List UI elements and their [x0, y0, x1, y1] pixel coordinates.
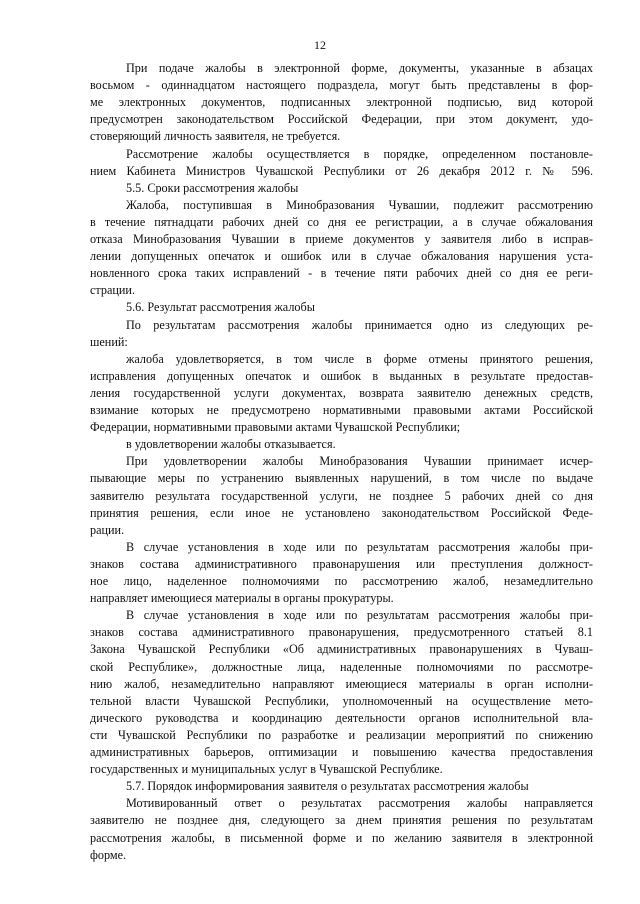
text-line: рации. — [90, 522, 125, 537]
text-line: знаков состава административного правонарушения или преступления должност- — [90, 556, 593, 571]
text-line: в удовлетворении жалобы отказывается. — [126, 437, 336, 452]
text-line: 5.6. Результат рассмотрения жалобы — [126, 300, 315, 315]
text-line: шений: — [90, 334, 128, 349]
text-line: При подаче жалобы в электронной форме, документы, указанные в абзацах — [126, 61, 593, 75]
text-line: При удовлетворении жалобы Минобразования Чувашии принимает исчер- — [126, 454, 593, 469]
text-line: исправления допущенных опечаток и ошибок в выданных в результате предостав- — [90, 368, 593, 383]
text-line: ской Республике», должностные лица, наделенные полномочиями по рассмотре- — [90, 659, 593, 674]
text-line: ления государственной услуги документах, возврата заявителю денежных средств, — [90, 385, 593, 400]
text-line: знаков состава административного правонарушения, предусмотренного статьей 8.1 — [90, 625, 593, 640]
text-line: ме электронных документов, подписанных электронной подписью, вид которой — [90, 95, 593, 110]
text-line: тельной власти Чувашской Республики, уполномоченный на осуществление мето- — [90, 693, 593, 708]
text-line: предусмотрен законодательством Российской Федерации, при этом документ, удо- — [90, 112, 593, 127]
text-line: сти Чувашской Республики по разработке и реализации мероприятий по снижению — [90, 727, 593, 742]
text-line: В случае установления в ходе или по результатам рассмотрения жалобы при- — [126, 539, 593, 554]
text-line: принятия решения, если иное не установлено законодательством Российской Феде- — [90, 505, 593, 520]
text-line: взимание которых не предусмотрено нормативными правовыми актами Российской — [90, 403, 593, 417]
text-line: нию жалоб, незамедлительно направляют имеющиеся материалы в орган исполни- — [90, 676, 593, 691]
text-line: в течение пятнадцати рабочих дней со дня ее регистрации, а в случае обжалования — [90, 214, 593, 229]
text-line: направляет имеющиеся материалы в органы прокуратуры. — [90, 591, 394, 606]
text-line: стоверяющий личность заявителя, не требуется. — [90, 129, 341, 144]
text-line: пывающие меры по устранению выявленных нарушений, в том числе по выдаче — [90, 471, 593, 486]
text-line: лении допущенных опечаток и ошибок или в случае обжалования нарушения уста- — [90, 249, 593, 264]
text-line: отказа Минобразования Чувашии в приеме документов у заявителя либо в исправ- — [90, 232, 593, 246]
text-line: восьмом - одиннадцатом настоящего подраздела, могут быть представлены в фор- — [90, 78, 593, 93]
text-line: По результатам рассмотрения жалобы принимается одно из следующих ре- — [126, 317, 593, 332]
text-line: В случае установления в ходе или по результатам рассмотрения жалобы при- — [126, 608, 593, 623]
text-line: Федерации, нормативными правовыми актами Чувашской Республики; — [90, 420, 461, 435]
text-line: страции. — [90, 283, 136, 298]
text-line: Жалоба, поступившая в Минобразования Чувашии, подлежит рассмотрению — [126, 197, 593, 212]
text-line: административных барьеров, оптимизации и повышению качества предоставления — [90, 745, 593, 759]
text-line: рассмотрения жалобы, в письменной форме и по желанию заявителя в электронной — [90, 830, 593, 845]
text-line: дического руководства и координацию деятельности органов исполнительной вла- — [90, 710, 593, 725]
text-line: 5.7. Порядок информирования заявителя о результатах рассмотрения жалобы — [126, 779, 529, 794]
text-line: форме. — [90, 847, 127, 862]
text-line: Закона Чувашской Республики «Об административных правонарушениях в Чуваш- — [90, 642, 593, 657]
text-line: Рассмотрение жалобы осуществляется в порядке, определенном постановле- — [126, 146, 593, 161]
text-line: ное лицо, наделенное полномочиями по рассмотрению жалоб, незамедлительно — [90, 574, 593, 588]
text-line: государственных и муниципальных услуг в Чувашской Республике. — [90, 762, 443, 777]
text-line: заявителю не позднее дня, следующего за днем принятия решения по результатам — [90, 813, 593, 828]
text-line: Мотивированный ответ о результатах рассмотрения жалобы направляется — [126, 796, 593, 811]
page-number: 12 — [314, 38, 326, 52]
text-line: заявителю результата государственной услуги, не позднее 5 рабочих дней со дня — [90, 488, 593, 503]
text-line: жалоба удовлетворяется, в том числе в форме отмены принятого решения, — [126, 351, 593, 366]
text-line: нием Кабинета Министров Чувашской Республики от 26 декабря 2012 г. № 596. — [90, 163, 593, 178]
text-line: новленного срока таких исправлений - в течение пяти рабочих дней со дня ее реги- — [90, 266, 593, 281]
text-line: 5.5. Сроки рассмотрения жалобы — [126, 180, 299, 195]
